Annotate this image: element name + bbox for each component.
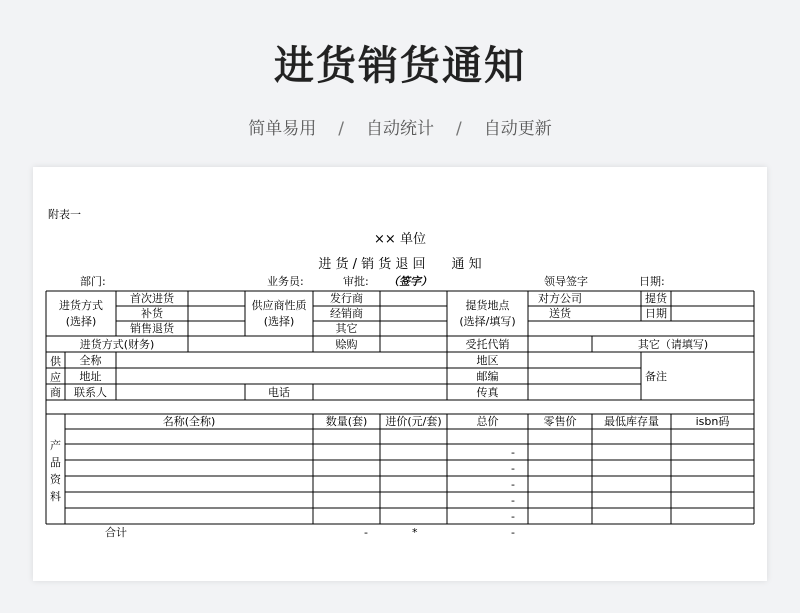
supplier-side-1: 供 <box>50 355 61 368</box>
finance-method-label: 进货方式(财务) <box>79 338 155 351</box>
feature-tagline <box>0 114 800 139</box>
supplier-phone-label: 电话 <box>268 386 290 399</box>
consignment-label: 受托代销 <box>465 338 510 351</box>
col-min-stock: 最低库存量 <box>604 415 659 428</box>
col-isbn: isbn码 <box>695 415 730 428</box>
page-title: 进货销货通知 <box>274 43 526 89</box>
supplier-side-3: 商 <box>50 386 61 399</box>
feature-auto-update: 自动更新 <box>483 119 552 139</box>
supplier-side-2: 应 <box>50 371 61 384</box>
option-sales-return: 销售退货 <box>130 322 174 335</box>
separator: / <box>456 119 462 139</box>
salesperson-label: 业务员: <box>267 275 304 288</box>
option-first-purchase: 首次进货 <box>130 292 174 305</box>
supplier-full-name-label: 全称 <box>79 354 102 367</box>
pickup-location-label: 提货地点 <box>465 299 510 312</box>
option-publisher: 发行商 <box>330 292 363 305</box>
option-delivery: 送货 <box>549 307 571 320</box>
supplier-nature-hint: (选择) <box>263 315 295 328</box>
total-quantity: - <box>364 526 368 539</box>
option-restock: 补货 <box>141 307 163 320</box>
supplier-nature-label: 供应商性质 <box>251 299 307 312</box>
appendix-label: 附表一 <box>48 208 81 221</box>
supplier-address-label: 地址 <box>79 370 102 383</box>
supplier-remark-label: 备注 <box>645 370 667 383</box>
purchase-method-hint: (选择) <box>65 315 97 328</box>
department-label: 部门: <box>80 275 106 288</box>
row-total: - <box>511 510 515 523</box>
feature-auto-stats: 自动统计 <box>366 119 434 139</box>
date-label: 日期: <box>639 275 665 288</box>
supplier-region-label: 地区 <box>476 354 499 367</box>
form-title: 进 货 / 销 货 退 回 通 知 <box>318 257 482 272</box>
other-fill-label: 其它（请填写) <box>637 338 709 351</box>
pickup-date-label: 日期 <box>645 307 667 320</box>
row-total: - <box>511 494 515 507</box>
pickup-location-hint: (选择/填写) <box>459 315 516 328</box>
total-price: * <box>412 526 418 539</box>
option-counterparty: 对方公司 <box>538 292 582 305</box>
credit-purchase-label: 赊购 <box>335 338 358 351</box>
supplier-postcode-label: 邮编 <box>476 370 499 383</box>
row-total: - <box>511 446 515 459</box>
product-side-3: 资 <box>50 473 61 486</box>
product-side-4: 料 <box>50 490 61 503</box>
feature-easy: 简单易用 <box>248 119 317 139</box>
approval-label: 审批: <box>343 275 369 288</box>
purchase-method-label: 进货方式 <box>59 299 103 312</box>
product-side-2: 品 <box>50 456 61 469</box>
supplier-contact-label: 联系人 <box>74 386 107 399</box>
total-label: 合计 <box>105 526 127 539</box>
col-purchase-price: 进价(元/套) <box>385 415 442 428</box>
unit-name: ×× 单位 <box>374 232 426 247</box>
product-side-1: 产 <box>50 439 61 452</box>
col-quantity: 数量(套) <box>325 415 368 428</box>
separator: / <box>338 119 344 139</box>
option-other: 其它 <box>335 322 358 335</box>
option-distributor: 经销商 <box>330 307 363 320</box>
pickup-label: 提货 <box>645 292 667 305</box>
supplier-fax-label: 传真 <box>476 386 499 399</box>
form-sheet <box>33 167 767 581</box>
col-retail-price: 零售价 <box>543 415 577 428</box>
leader-sign-label: 领导签字 <box>544 275 588 288</box>
row-total: - <box>511 478 515 491</box>
signature-note: （签字） <box>388 275 432 288</box>
total-amount: - <box>511 526 515 539</box>
col-total: 总价 <box>476 415 499 428</box>
row-total: - <box>511 462 515 475</box>
col-name: 名称(全称) <box>162 415 216 428</box>
